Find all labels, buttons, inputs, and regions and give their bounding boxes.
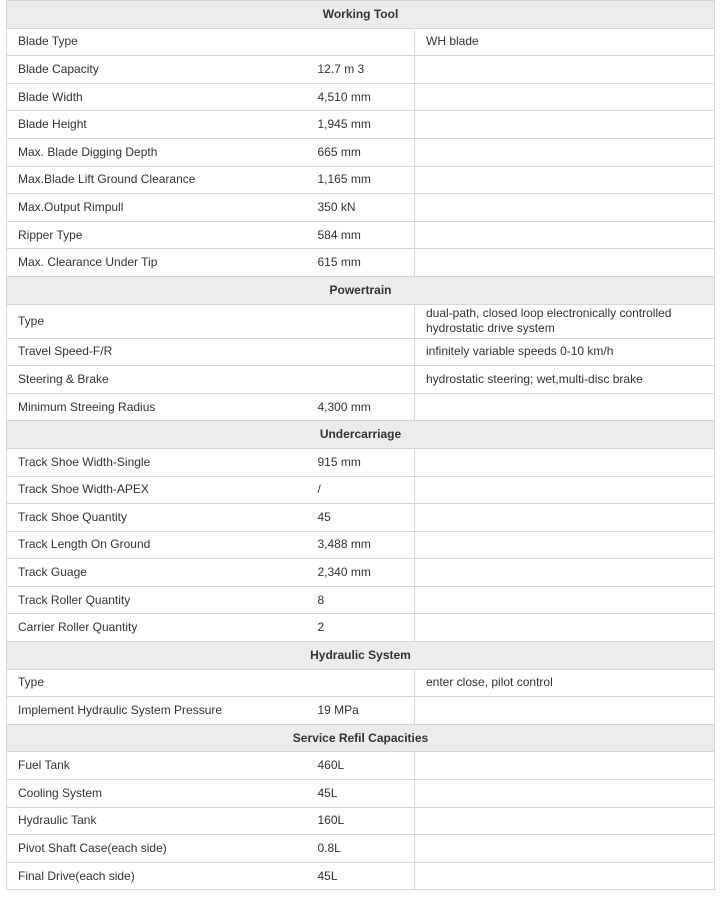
spec-row <box>7 531 715 559</box>
spec-value: 2 <box>307 614 415 642</box>
spec-label: Pivot Shaft Case(each side) <box>7 835 307 863</box>
spec-note <box>415 697 715 725</box>
spec-row <box>7 249 715 277</box>
spec-label: Type <box>7 669 307 697</box>
spec-row <box>7 83 715 111</box>
spec-label: Max.Blade Lift Ground Clearance <box>7 166 307 194</box>
spec-note <box>415 862 715 890</box>
section-title: Powertrain <box>7 276 715 304</box>
spec-note <box>415 393 715 421</box>
spec-label: Cooling System <box>7 780 307 808</box>
spec-label: Steering & Brake <box>7 366 307 394</box>
spec-value: 3,488 mm <box>307 531 415 559</box>
spec-row <box>7 366 715 394</box>
spec-label: Ripper Type <box>7 221 307 249</box>
spec-value: 915 mm <box>307 448 415 476</box>
spec-note <box>415 504 715 532</box>
spec-row <box>7 586 715 614</box>
spec-label: Track Shoe Width-Single <box>7 448 307 476</box>
spec-label: Max. Blade Digging Depth <box>7 138 307 166</box>
spec-row <box>7 56 715 84</box>
spec-value: 665 mm <box>307 138 415 166</box>
spec-note <box>415 249 715 277</box>
spec-value: 160L <box>307 807 415 835</box>
spec-note: hydrostatic steering; wet,multi-disc brake <box>415 366 715 394</box>
spec-value: 4,300 mm <box>307 393 415 421</box>
spec-table-body <box>7 1 715 890</box>
spec-label: Max. Clearance Under Tip <box>7 249 307 277</box>
spec-row <box>7 111 715 139</box>
section-title: Undercarriage <box>7 421 715 449</box>
spec-row <box>7 166 715 194</box>
section-title: Working Tool <box>7 1 715 29</box>
spec-value <box>307 338 415 366</box>
spec-value: 1,165 mm <box>307 166 415 194</box>
spec-row <box>7 448 715 476</box>
spec-row <box>7 807 715 835</box>
spec-value: 1,945 mm <box>307 111 415 139</box>
spec-note: WH blade <box>415 28 715 56</box>
spec-label: Type <box>7 304 307 338</box>
spec-label: Blade Type <box>7 28 307 56</box>
spec-value: 45 <box>307 504 415 532</box>
spec-note <box>415 138 715 166</box>
spec-value: 460L <box>307 752 415 780</box>
section-title: Service Refil Capacities <box>7 724 715 752</box>
spec-value <box>307 304 415 338</box>
spec-value: 45L <box>307 862 415 890</box>
spec-label: Track Roller Quantity <box>7 586 307 614</box>
spec-note <box>415 531 715 559</box>
section-title: Hydraulic System <box>7 642 715 670</box>
spec-row <box>7 338 715 366</box>
spec-row <box>7 752 715 780</box>
spec-value: 350 kN <box>307 194 415 222</box>
spec-label: Carrier Roller Quantity <box>7 614 307 642</box>
spec-note <box>415 807 715 835</box>
spec-label: Implement Hydraulic System Pressure <box>7 697 307 725</box>
spec-label: Track Guage <box>7 559 307 587</box>
spec-value <box>307 366 415 394</box>
spec-label: Minimum Streeing Radius <box>7 393 307 421</box>
spec-note <box>415 448 715 476</box>
spec-row <box>7 393 715 421</box>
spec-row <box>7 28 715 56</box>
section-header-row <box>7 642 715 670</box>
spec-label: Travel Speed-F/R <box>7 338 307 366</box>
spec-note: dual-path, closed loop electronically controlled hydrostatic drive system <box>415 304 715 338</box>
spec-label: Track Length On Ground <box>7 531 307 559</box>
spec-row <box>7 194 715 222</box>
section-header-row <box>7 276 715 304</box>
spec-label: Track Shoe Quantity <box>7 504 307 532</box>
spec-row <box>7 138 715 166</box>
spec-value: 19 MPa <box>307 697 415 725</box>
spec-row <box>7 835 715 863</box>
spec-value: 8 <box>307 586 415 614</box>
spec-note: infinitely variable speeds 0-10 km/h <box>415 338 715 366</box>
spec-row <box>7 669 715 697</box>
spec-label: Hydraulic Tank <box>7 807 307 835</box>
spec-label: Blade Height <box>7 111 307 139</box>
spec-label: Max.Output Rimpull <box>7 194 307 222</box>
spec-value: 584 mm <box>307 221 415 249</box>
spec-value: 0.8L <box>307 835 415 863</box>
spec-label: Final Drive(each side) <box>7 862 307 890</box>
spec-note <box>415 56 715 84</box>
spec-label: Track Shoe Width-APEX <box>7 476 307 504</box>
spec-note <box>415 780 715 808</box>
spec-value: 45L <box>307 780 415 808</box>
spec-note <box>415 111 715 139</box>
spec-value: 12.7 m 3 <box>307 56 415 84</box>
section-header-row <box>7 421 715 449</box>
spec-row <box>7 862 715 890</box>
spec-note <box>415 835 715 863</box>
spec-note <box>415 221 715 249</box>
spec-value: 2,340 mm <box>307 559 415 587</box>
spec-row <box>7 504 715 532</box>
spec-value: 4,510 mm <box>307 83 415 111</box>
spec-row <box>7 221 715 249</box>
spec-table <box>6 0 715 890</box>
spec-value: 615 mm <box>307 249 415 277</box>
spec-value <box>307 669 415 697</box>
spec-note <box>415 752 715 780</box>
spec-row <box>7 614 715 642</box>
spec-value <box>307 28 415 56</box>
spec-note: enter close, pilot control <box>415 669 715 697</box>
spec-row <box>7 559 715 587</box>
spec-label: Fuel Tank <box>7 752 307 780</box>
spec-note <box>415 166 715 194</box>
spec-row <box>7 697 715 725</box>
spec-note <box>415 476 715 504</box>
spec-note <box>415 83 715 111</box>
section-header-row <box>7 724 715 752</box>
spec-row <box>7 304 715 338</box>
spec-label: Blade Width <box>7 83 307 111</box>
spec-note <box>415 614 715 642</box>
spec-note <box>415 194 715 222</box>
spec-row <box>7 780 715 808</box>
spec-row <box>7 476 715 504</box>
spec-note <box>415 586 715 614</box>
spec-value: / <box>307 476 415 504</box>
spec-label: Blade Capacity <box>7 56 307 84</box>
spec-note <box>415 559 715 587</box>
section-header-row <box>7 1 715 29</box>
